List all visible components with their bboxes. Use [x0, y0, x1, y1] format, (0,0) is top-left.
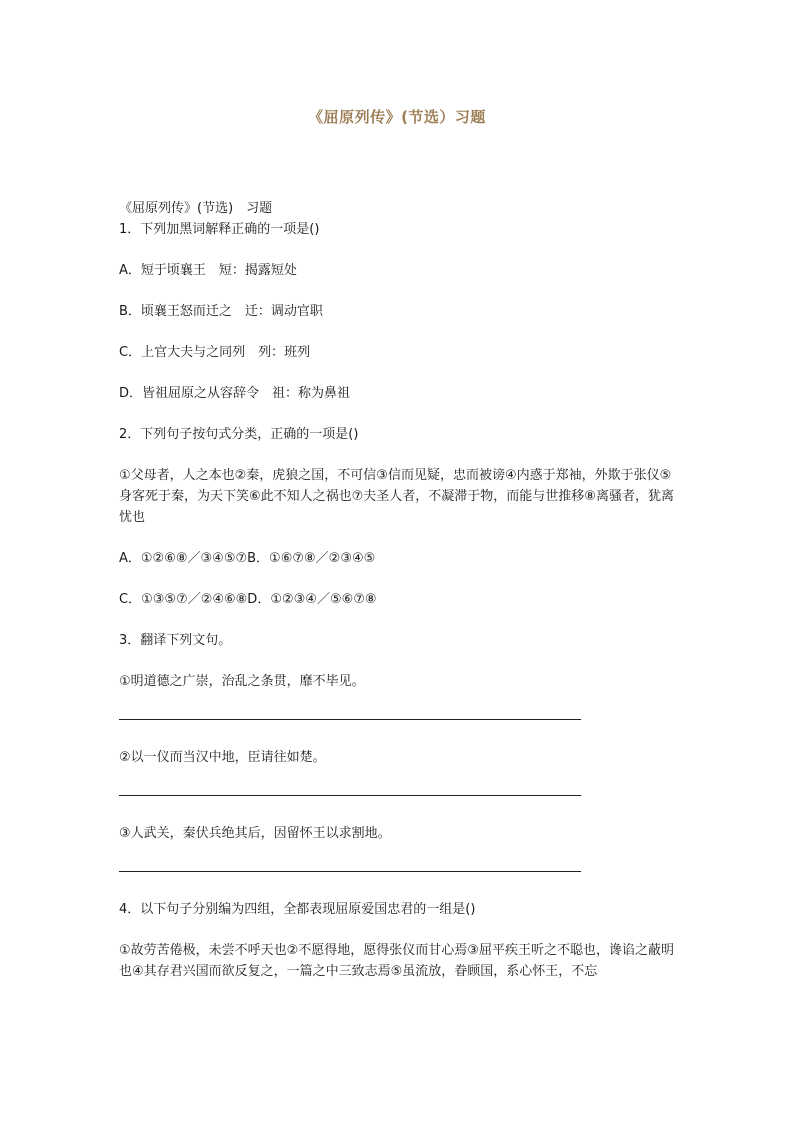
- question-3-item-1: ①明道德之广崇，治乱之条贯，靡不毕见。: [119, 674, 365, 689]
- document-subtitle: 《屈原列传》(节选) 习题: [119, 201, 273, 216]
- question-1-option-b: B．顷襄王怒而迁之 迁：调动官职: [119, 304, 323, 319]
- answer-line-3: [119, 871, 581, 872]
- question-2-options-row-2: C．①③⑤⑦／②④⑥⑧D．①②③④／⑤⑥⑦⑧: [119, 592, 377, 607]
- question-2-options-row-1: A．①②⑥⑧／③④⑤⑦B．①⑥⑦⑧／②③④⑤: [119, 551, 376, 566]
- question-1-option-d: D．皆祖屈原之从容辞令 祖：称为鼻祖: [119, 386, 351, 401]
- document-body: [119, 198, 679, 982]
- question-1-option-c: C．上官大夫与之同列 列：班列: [119, 345, 311, 360]
- question-3-stem: 3．翻译下列文句。: [119, 633, 232, 648]
- question-4-stem: 4．以下句子分别编为四组，全都表现屈原爱国忠君的一组是(): [119, 902, 476, 917]
- answer-line-2: [119, 795, 581, 796]
- question-1-option-a: A．短于顷襄王 短：揭露短处: [119, 263, 297, 278]
- question-2-passage: ①父母者，人之本也②秦，虎狼之国，不可信③信而见疑，忠而被谤④内惑于郑袖，外欺于张仪⑤身客死于秦，为天下笑⑥此不知人之祸也⑦夫圣人者，不凝滞于物，而能与世推移⑧离骚者，犹离忧也: [119, 468, 674, 525]
- answer-line-1: [119, 719, 581, 720]
- question-4-passage: ①故劳苦倦极，未尝不呼天也②不愿得地，愿得张仪而甘心焉③屈平疾王听之不聪也，谗谄之蔽明也④其存君兴国而欲反复之，一篇之中三致志焉⑤虽流放，眷顾国，系心怀王，不忘: [119, 943, 674, 979]
- question-2-stem: 2．下列句子按句式分类，正确的一项是(): [119, 427, 359, 442]
- question-3-item-3: ③人武关，秦伏兵绝其后，因留怀王以求割地。: [119, 826, 391, 841]
- question-1-stem: 1．下列加黑词解释正确的一项是(): [119, 222, 320, 237]
- question-3-item-2: ②以一仪而当汉中地，臣请往如楚。: [119, 750, 326, 765]
- page-title: 《屈原列传》(节选）习题: [308, 108, 486, 126]
